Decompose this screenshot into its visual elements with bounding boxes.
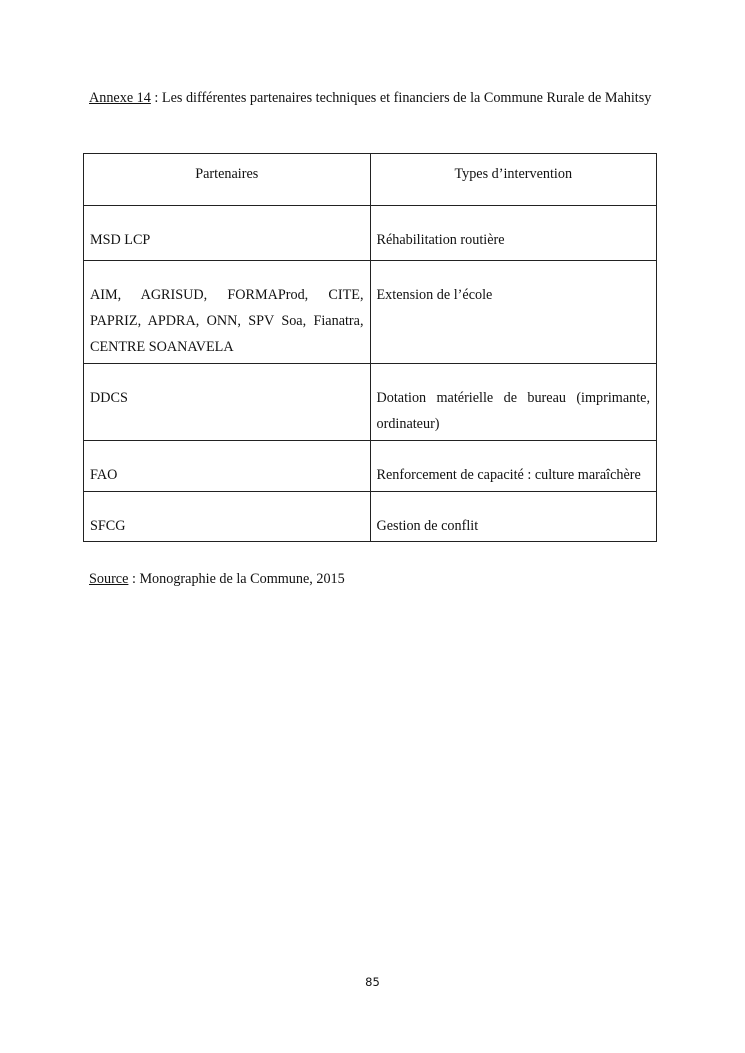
partner-text: MSD LCP xyxy=(90,232,151,248)
page-number: 85 xyxy=(365,975,380,989)
header-partenaires xyxy=(84,154,371,206)
partner-cell xyxy=(84,261,371,364)
caption-text: Les différentes partenaires techniques et financiers de la Commune Rurale de Mahitsy xyxy=(161,90,652,106)
intervention-cell xyxy=(370,261,657,364)
table-row xyxy=(84,364,657,441)
partner-text: FAO xyxy=(90,467,118,483)
table-row xyxy=(84,492,657,542)
partner-text: DDCS xyxy=(90,390,128,406)
header-intervention xyxy=(370,154,657,206)
partner-cell xyxy=(84,441,371,492)
intervention-text: Renforcement de capacité : culture maraîchère xyxy=(376,467,641,483)
caption-label: Annexe 14 xyxy=(89,90,151,106)
partner-cell xyxy=(84,364,371,441)
intervention-text: Gestion de conflit xyxy=(376,518,479,534)
partner-cell xyxy=(84,206,371,261)
intervention-text: Extension de l’école xyxy=(376,287,493,303)
intervention-cell xyxy=(370,364,657,441)
caption-separator: : xyxy=(150,90,162,106)
partner-cell xyxy=(84,492,371,542)
table-header-row xyxy=(84,154,657,206)
header-partenaires-label: Partenaires xyxy=(195,166,259,182)
intervention-cell xyxy=(370,441,657,492)
intervention-text: Réhabilitation routière xyxy=(376,232,505,248)
table-row xyxy=(84,441,657,492)
header-intervention-label: Types d’intervention xyxy=(454,166,573,182)
intervention-cell xyxy=(370,492,657,542)
intervention-cell xyxy=(370,206,657,261)
source-text: : Monographie de la Commune, 2015 xyxy=(128,571,345,587)
intervention-text: Dotation matérielle de bureau (imprimante, ordinateur) xyxy=(376,390,650,432)
table-row xyxy=(84,261,657,364)
partner-text: AIM, AGRISUD, FORMAProd, CITE, PAPRIZ, APDRA, ONN, SPV Soa, Fianatra, CENTRE SOANAVELA xyxy=(90,287,364,355)
source-label: Source xyxy=(89,571,129,587)
table-caption xyxy=(89,86,656,111)
table-row xyxy=(84,206,657,261)
partner-text: SFCG xyxy=(90,518,126,534)
source-note xyxy=(89,570,345,588)
partners-table xyxy=(83,153,657,542)
